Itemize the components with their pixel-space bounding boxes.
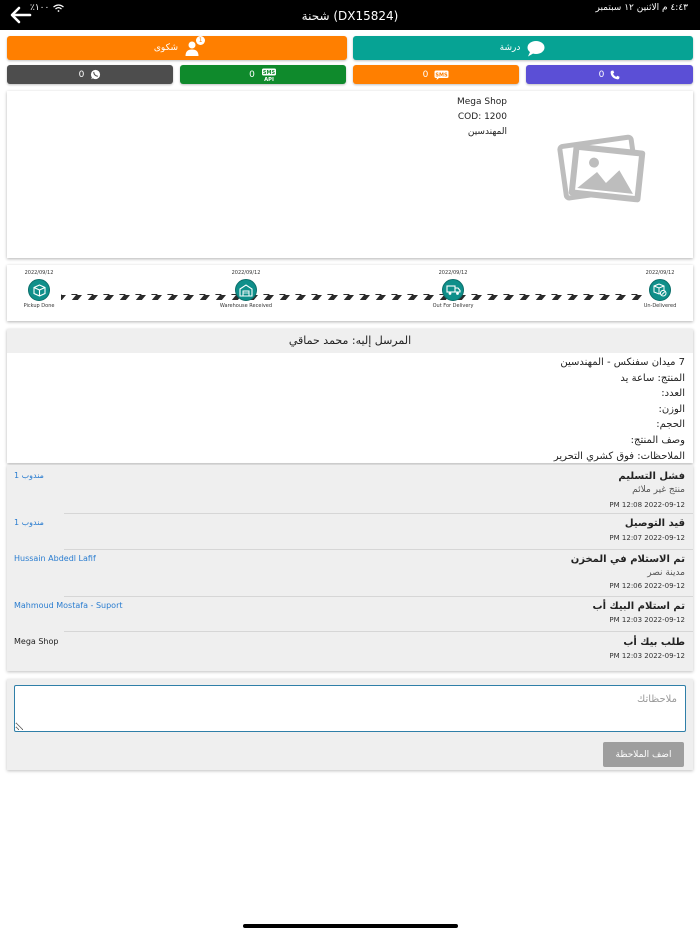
svg-text:API: API — [263, 76, 274, 82]
timeline-label: Warehouse Received — [219, 303, 273, 309]
history-date: PM 12:07 2022-09-12 — [609, 534, 685, 542]
recipient-card — [7, 329, 693, 463]
image-placeholder-icon — [557, 133, 649, 205]
recipient-details — [554, 355, 685, 464]
phone-icon — [610, 70, 620, 80]
history-status: طلب بيك أب — [623, 637, 685, 648]
recipient-notes: الملاحظات: فوق كشري التحرير — [553, 450, 685, 462]
history-actor[interactable]: مندوب 1 — [14, 518, 44, 527]
recipient-product: المنتج: ساعة يد — [620, 372, 685, 384]
timeline-date: 2022/09/12 — [24, 270, 54, 276]
complaints-button[interactable] — [7, 36, 347, 60]
shop-cod: COD: 1200 — [457, 112, 507, 122]
sms-count: 0 — [422, 69, 429, 80]
notes-section — [7, 679, 693, 770]
history-date: PM 12:03 2022-09-12 — [609, 652, 685, 660]
undelivered-box-icon — [649, 279, 671, 301]
complaints-badge: 1 — [196, 36, 205, 45]
history-actor[interactable]: Hussain Abdedl Lafif — [14, 554, 96, 563]
timeline-step-warehouse — [206, 265, 286, 309]
user-complaint-icon — [184, 37, 203, 56]
recipient-header: المرسل إليه: محمد حماقي — [7, 329, 693, 353]
recipient-size: الحجم: — [656, 419, 685, 431]
sms-api-button[interactable] — [180, 65, 346, 84]
history-location: مدينة نصر — [647, 568, 685, 578]
timeline-label: Pickup Done — [23, 303, 55, 309]
timeline-date: 2022/09/12 — [438, 270, 468, 276]
history-item — [7, 518, 693, 548]
timeline-date: 2022/09/12 — [645, 270, 675, 276]
shop-info-card — [7, 91, 693, 258]
add-note-button[interactable]: اضف الملاحظة — [603, 742, 684, 767]
history-status: تم الاستلام في المخزن — [570, 554, 685, 565]
sms-icon — [434, 70, 449, 80]
shop-name: Mega Shop — [456, 97, 507, 107]
home-indicator — [243, 924, 458, 928]
chat-button[interactable] — [353, 36, 693, 60]
notes-input[interactable] — [14, 685, 686, 732]
divider — [64, 596, 693, 597]
history-item — [7, 554, 693, 598]
delivery-truck-icon — [442, 279, 464, 301]
package-icon — [28, 279, 50, 301]
history-date: PM 12:08 2022-09-12 — [609, 501, 685, 509]
history-item — [7, 471, 693, 515]
battery-text: ٪١٠٠ — [30, 3, 50, 13]
timeline-step-pickup — [0, 265, 79, 309]
history-item — [7, 601, 693, 631]
history-actor[interactable]: مندوب 1 — [14, 471, 44, 480]
call-button[interactable] — [526, 65, 693, 84]
timeline-label: Out For Delivery — [432, 303, 474, 309]
complaints-label: شكوى — [153, 43, 179, 53]
whatsapp-button[interactable] — [7, 65, 173, 84]
recipient-address: 7 ميدان سفنكس - المهندسين — [560, 357, 685, 368]
timeline-step-out-for-delivery — [413, 265, 493, 309]
timeline-date: 2022/09/12 — [231, 270, 261, 276]
timeline-label: Un-Delivered — [643, 303, 677, 309]
history-date: PM 12:06 2022-09-12 — [609, 582, 685, 590]
history-actor[interactable]: Mahmoud Mostafa - Suport — [14, 601, 123, 610]
shop-area: المهندسين — [467, 127, 507, 137]
history-status: تم استلام البيك أب — [592, 601, 685, 612]
chat-label: درشة — [499, 43, 521, 53]
call-count: 0 — [598, 69, 605, 80]
divider — [64, 631, 693, 632]
recipient-weight: الوزن: — [658, 403, 685, 415]
timeline-track — [7, 265, 693, 321]
sms-api-icon — [261, 68, 277, 82]
svg-text:SMS: SMS — [435, 71, 448, 78]
tracking-timeline — [7, 265, 693, 321]
whatsapp-count: 0 — [78, 69, 85, 80]
divider — [64, 549, 693, 550]
top-bar — [0, 0, 700, 30]
history-reason: منتج غير ملائم — [632, 485, 685, 495]
shop-details — [457, 95, 507, 140]
sms-button[interactable] — [353, 65, 519, 84]
chat-bubble-icon — [526, 40, 546, 57]
warehouse-icon — [235, 279, 257, 301]
history-status: قيد التوصيل — [624, 518, 685, 529]
timeline-step-undelivered — [620, 265, 700, 309]
history-actor: Mega Shop — [14, 637, 59, 646]
history-status: فشل التسليم — [618, 471, 685, 482]
sms-api-count: 0 — [249, 69, 255, 80]
recipient-quantity: العدد: — [661, 388, 685, 400]
recipient-product-description: وصف المنتج: — [630, 434, 685, 446]
status-history — [7, 465, 693, 671]
status-datetime: ٤:٤٣ م الاثنين ١٢ سبتمبر — [595, 3, 688, 13]
svg-text:SMS: SMS — [262, 69, 275, 76]
history-date: PM 12:03 2022-09-12 — [609, 616, 685, 624]
history-item — [7, 637, 693, 667]
divider — [64, 513, 693, 514]
whatsapp-icon — [90, 69, 101, 80]
page-title: شحنة (DX15824) — [301, 9, 399, 23]
